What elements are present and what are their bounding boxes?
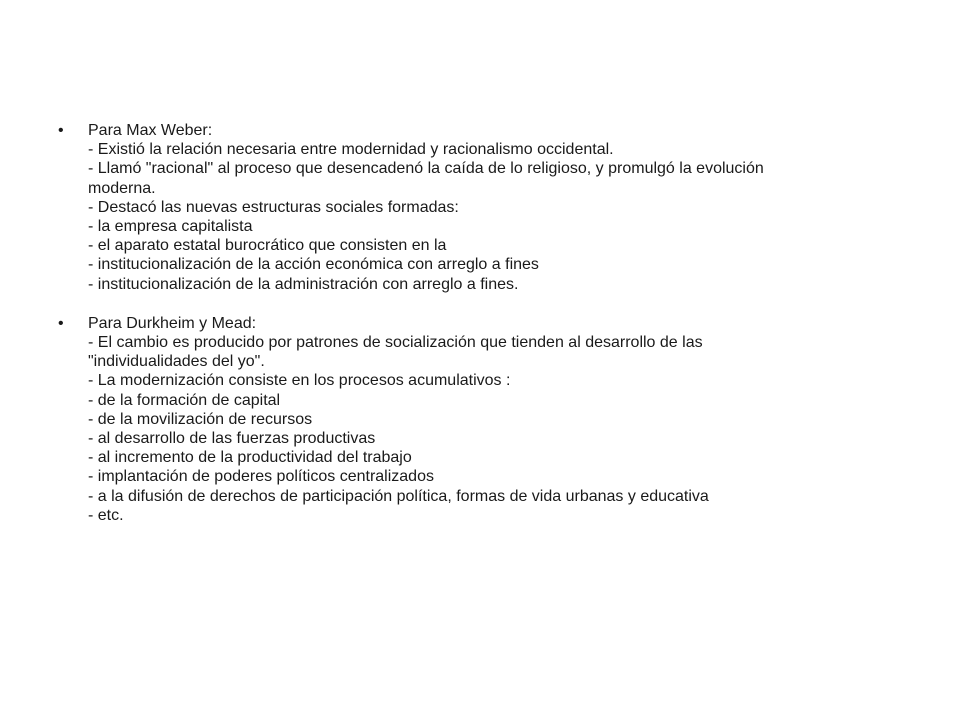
bullet-line: moderna. [88,179,156,197]
bullet-line: - institucionalización de la administración con arreglo a fines. [88,275,519,293]
bullet-weber [58,121,818,294]
bullet-line: - institucionalización de la acción económica con arreglo a fines [88,256,539,274]
bullet-marker: • [58,314,64,332]
bullet-line: - La modernización consiste en los procesos acumulativos : [88,372,511,390]
bullet-line: - el aparato estatal burocrático que consisten en la [88,237,447,255]
bullet-marker: • [58,122,64,139]
bullet-line: - Existió la relación necesaria entre modernidad y racionalismo occidental. [88,141,614,159]
bullet-line: - Destacó las nuevas estructuras sociales formadas: [88,198,459,216]
bullet-durkheim-mead [58,314,818,525]
bullet-line: "individualidades del yo". [88,353,265,371]
bullet-line: - al incremento de la productividad del trabajo [88,449,412,467]
bullet-heading: Para Max Weber: [88,122,213,139]
bullet-line: - de la formación de capital [88,391,281,409]
bullet-list [58,121,818,545]
bullet-line: - al desarrollo de las fuerzas productivas [88,430,376,448]
bullet-heading: Para Durkheim y Mead: [88,314,257,332]
bullet-line: - El cambio es producido por patrones de socialización que tienden al desarrollo de las [88,334,703,352]
bullet-line: - a la difusión de derechos de participación política, formas de vida urbanas y educativa [88,487,709,505]
bullet-line: - de la movilización de recursos [88,410,313,428]
bullet-line: - implantación de poderes políticos centralizados [88,468,434,486]
bullet-line: - la empresa capitalista [88,218,253,236]
bullet-line: - Llamó "racional" al proceso que desencadenó la caída de lo religioso, y promulgó la evolución [88,160,764,178]
bullet-line: - etc. [88,506,124,524]
